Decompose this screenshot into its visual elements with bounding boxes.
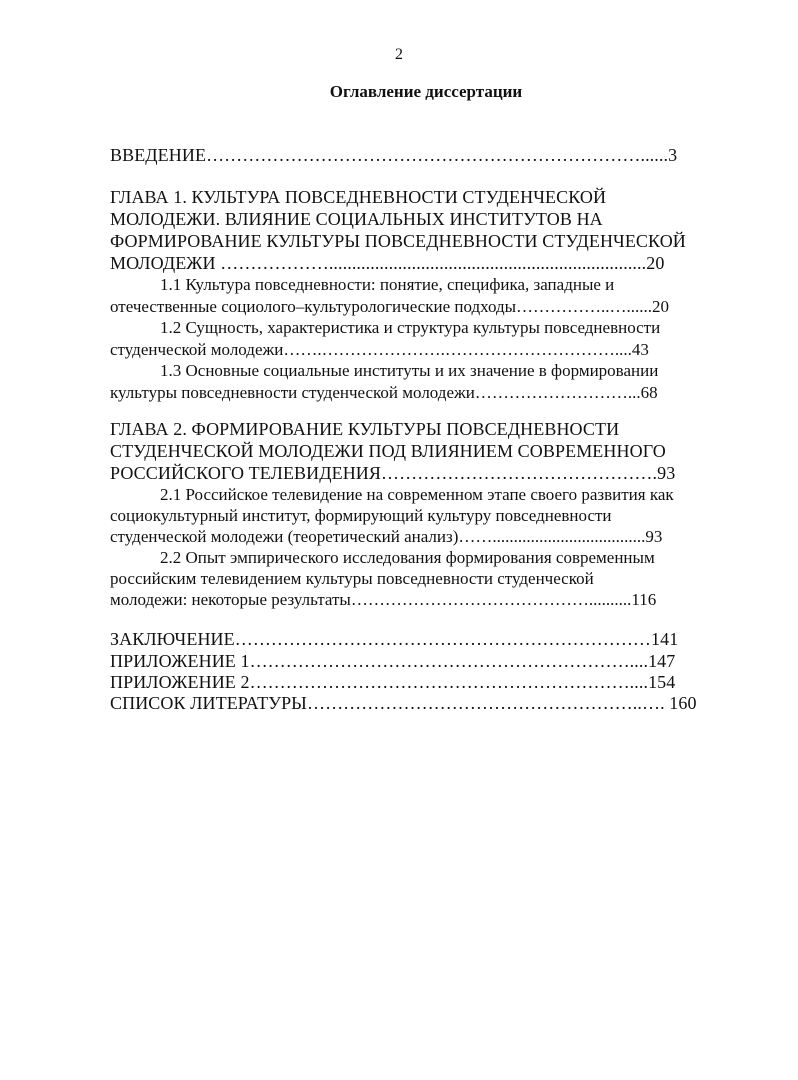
toc-chapter1-heading-line: ФОРМИРОВАНИЕ КУЛЬТУРЫ ПОВСЕДНЕВНОСТИ СТУДЕНЧЕСКОЙ (110, 231, 686, 251)
page-title: Оглавление диссертации (329, 82, 523, 101)
toc-section-line: отечественные социолого–культурологические подходы……………..…......20 (110, 297, 670, 316)
toc-appendix-2: ПРИЛОЖЕНИЕ 2………………………………………………………....154 (110, 672, 676, 692)
toc-appendix-1: ПРИЛОЖЕНИЕ 1………………………………………………………....147 (110, 651, 676, 671)
toc-section-line: молодежи: некоторые результаты……………………………………..........116 (110, 590, 657, 609)
toc-section-line: студенческой молодежи…….………………….…………………………....43 (110, 340, 649, 359)
toc-conclusion: ЗАКЛЮЧЕНИЕ……………………………………………………………141 (110, 629, 679, 649)
toc-section-line: российским телевидением культуры повседневности студенческой (110, 569, 594, 588)
toc-section-line: культуры повседневности студенческой молодежи………………………...68 (110, 383, 658, 402)
toc-chapter1-heading-line: МОЛОДЕЖИ ……………….....................................................................20 (110, 253, 665, 273)
toc-section-line: студенческой молодежи (теоретический анализ)……....................................93 (110, 527, 663, 546)
toc-chapter2-heading-line: ГЛАВА 2. ФОРМИРОВАНИЕ КУЛЬТУРЫ ПОВСЕДНЕВНОСТИ (110, 419, 620, 439)
toc-section-line: 1.1 Культура повседневности: понятие, специфика, западные и (160, 275, 615, 294)
toc-section-line: социокультурный институт, формирующий культуру повседневности (110, 506, 612, 525)
toc-references: СПИСОК ЛИТЕРАТУРЫ………………………………………………..…. 160 (110, 693, 697, 713)
toc-section-line: 1.2 Сущность, характеристика и структура культуры повседневности (160, 318, 661, 337)
toc-chapter1-heading-line: ГЛАВА 1. КУЛЬТУРА ПОВСЕДНЕВНОСТИ СТУДЕНЧЕСКОЙ (110, 187, 607, 207)
page-number: 2 (395, 46, 403, 63)
toc-section-line: 1.3 Основные социальные институты и их значение в формировании (160, 361, 659, 380)
toc-section-line: 2.2 Опыт эмпирического исследования формирования современным (160, 548, 655, 567)
toc-chapter2-heading-line: РОССИЙСКОГО ТЕЛЕВИДЕНИЯ……………………………………….93 (110, 463, 676, 483)
toc-chapter1-heading-line: МОЛОДЕЖИ. ВЛИЯНИЕ СОЦИАЛЬНЫХ ИНСТИТУТОВ НА (110, 209, 603, 229)
toc-intro: ВВЕДЕНИЕ………………………………………………………………......3 (110, 145, 678, 165)
toc-chapter2-heading-line: СТУДЕНЧЕСКОЙ МОЛОДЕЖИ ПОД ВЛИЯНИЕМ СОВРЕМЕННОГО (110, 441, 666, 461)
toc-section-line: 2.1 Российское телевидение на современном этапе своего развития как (160, 485, 674, 504)
